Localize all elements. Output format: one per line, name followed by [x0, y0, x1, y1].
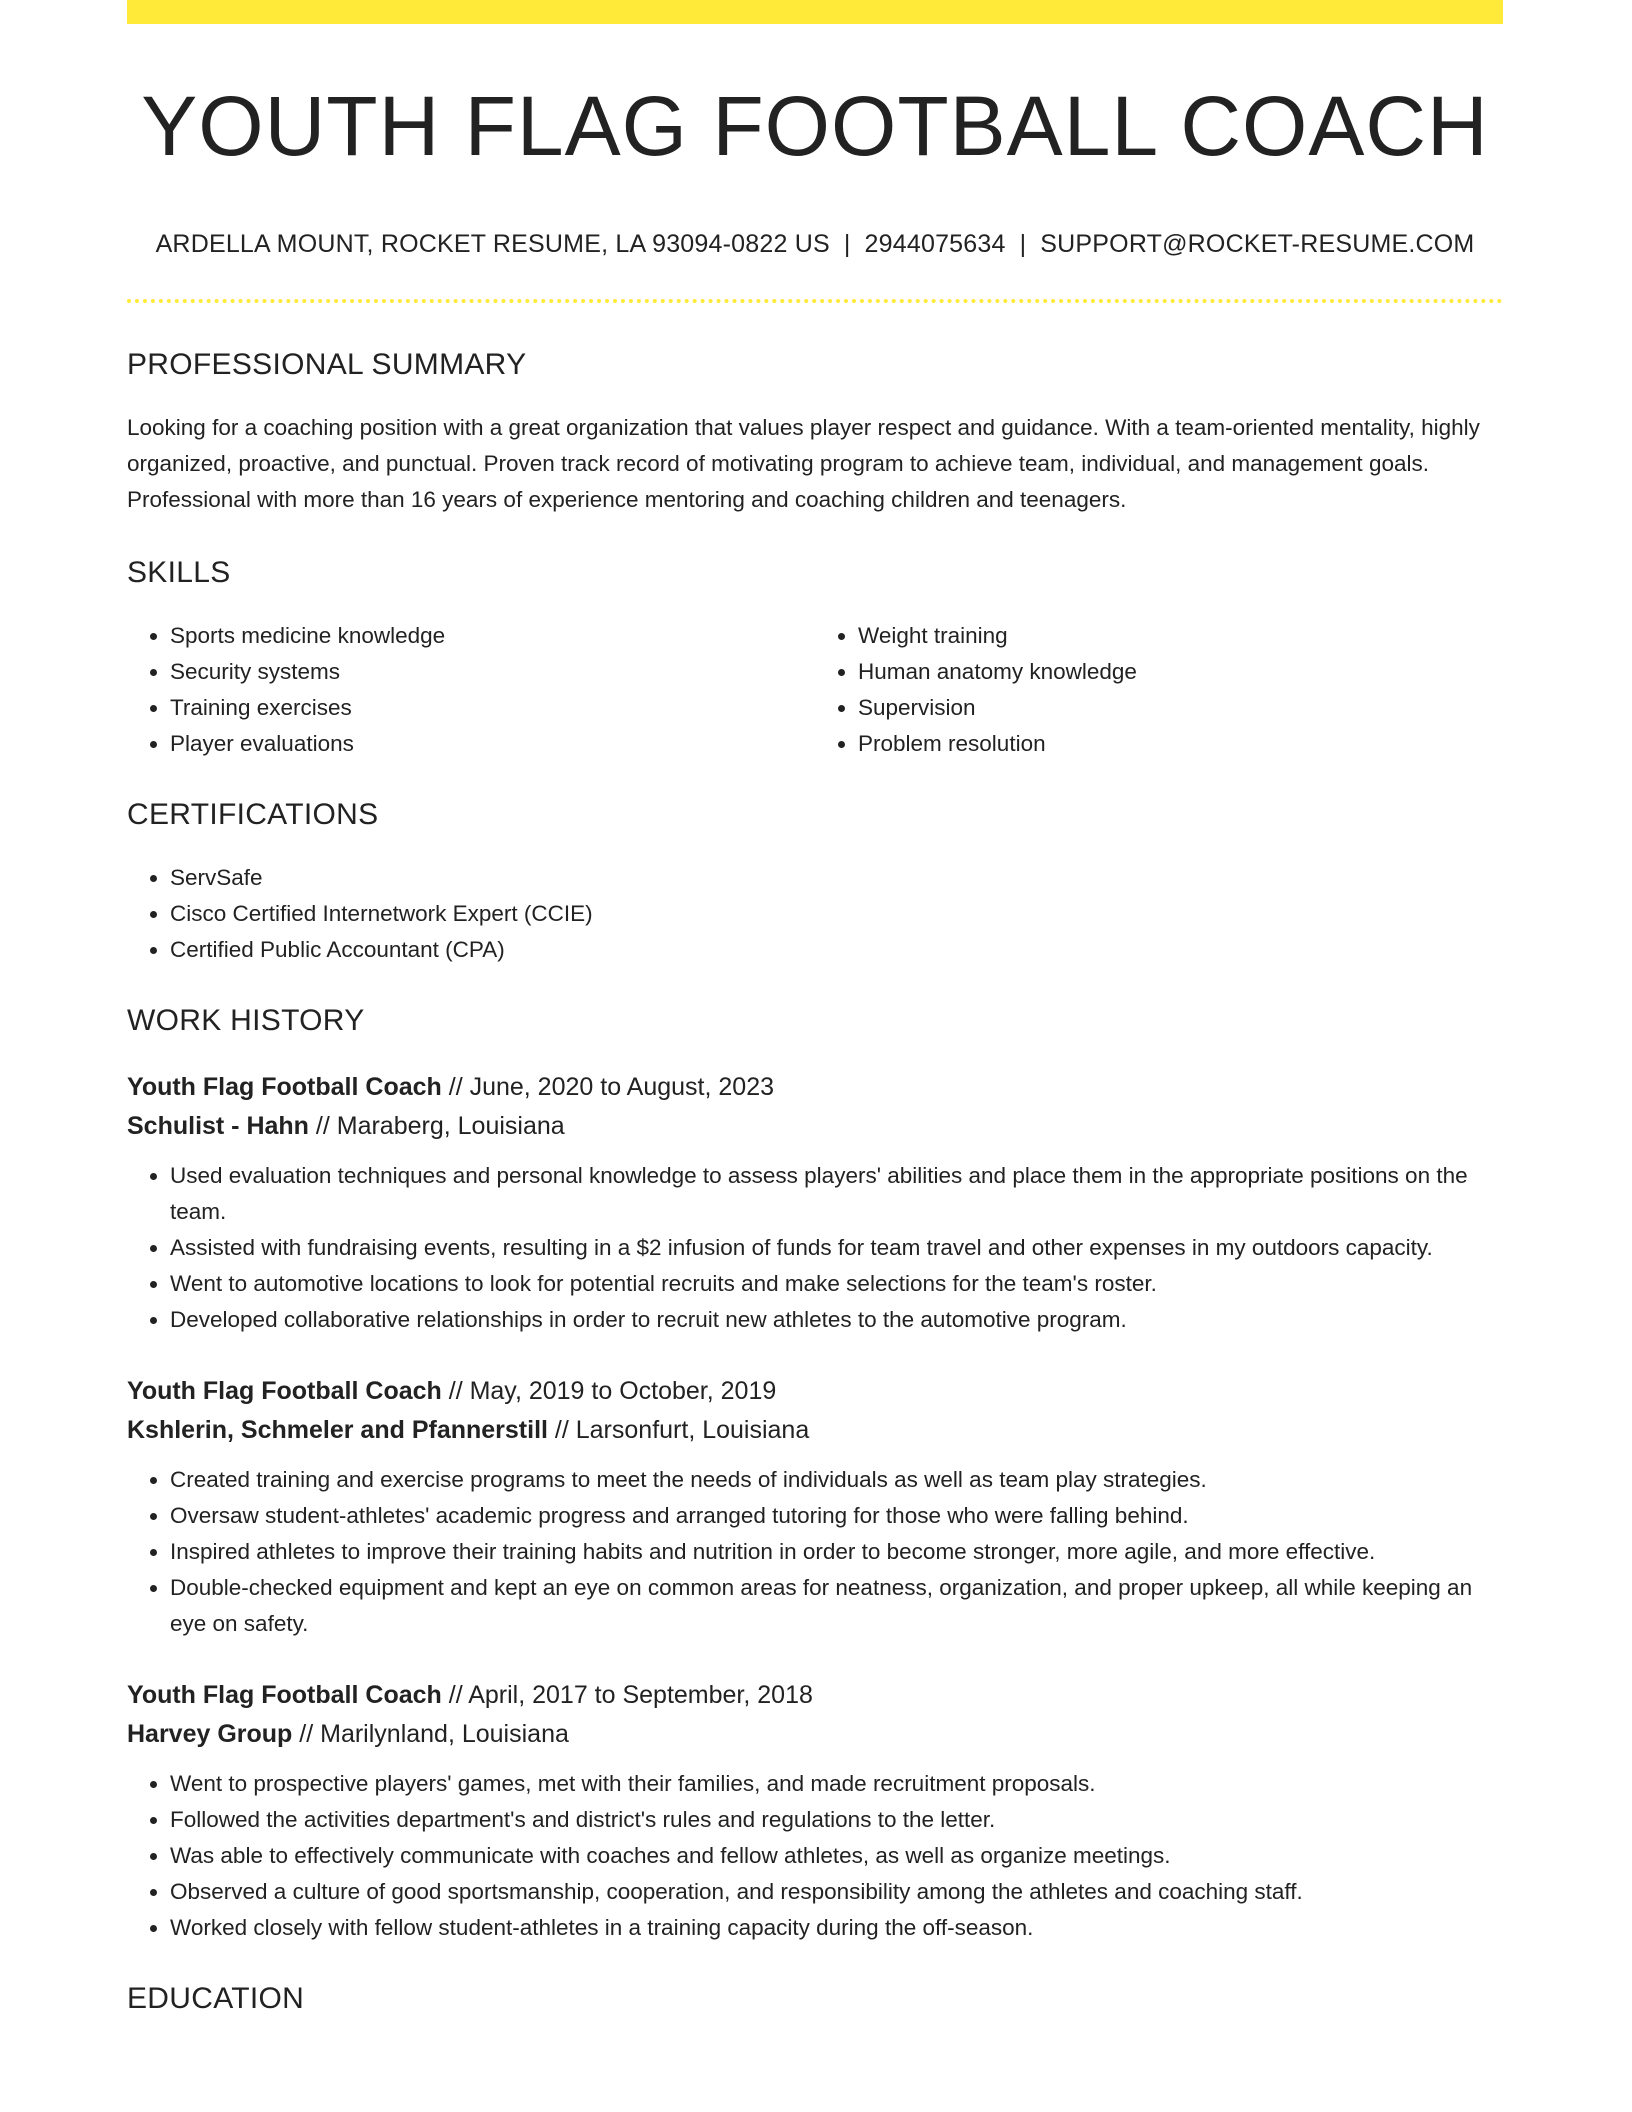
certification-item: • ServSafe: [170, 860, 1503, 896]
contact-address: ARDELLA MOUNT, ROCKET RESUME, LA 93094-0822 US: [155, 230, 830, 259]
certifications-list: [127, 860, 1503, 968]
job-bullet: • Double-checked equipment and kept an eye on common areas for neatness, organization, and proper upkeep, all while keeping an eye on safety.: [170, 1570, 1503, 1642]
job-company: Harvey Group: [127, 1720, 293, 1749]
skill-item: • Human anatomy knowledge: [858, 654, 1503, 690]
skill-item: • Training exercises: [170, 690, 815, 726]
job-company-line: [127, 1715, 1503, 1754]
job-bullet: • Oversaw student-athletes' academic progress and arranged tutoring for those who were falling behind.: [170, 1498, 1503, 1534]
skill-item: • Weight training: [858, 618, 1503, 654]
job-bullet: • Was able to effectively communicate with coaches and fellow athletes, as well as organize meetings.: [170, 1838, 1503, 1874]
job-bullet: • Created training and exercise programs to meet the needs of individuals as well as team play strategies.: [170, 1462, 1503, 1498]
job-bullet: • Went to prospective players' games, met with their families, and made recruitment proposals.: [170, 1766, 1503, 1802]
job-dates: // June, 2020 to August, 2023: [441, 1073, 774, 1102]
dotted-divider: [127, 299, 1503, 303]
skills-list-left: [127, 618, 815, 762]
job-entry: [127, 1372, 1503, 1642]
job-bullet: • Worked closely with fellow student-athletes in a training capacity during the off-season.: [170, 1910, 1503, 1946]
certification-item: • Certified Public Accountant (CPA): [170, 932, 1503, 968]
contact-email: SUPPORT@ROCKET-RESUME.COM: [1040, 230, 1475, 259]
job-bullet: • Went to automotive locations to look for potential recruits and make selections for the team's roster.: [170, 1266, 1503, 1302]
job-bullet: • Followed the activities department's and district's rules and regulations to the letter.: [170, 1802, 1503, 1838]
job-bullet: • Assisted with fundraising events, resulting in a $2 infusion of funds for team travel and other expenses in my outdoors capacity.: [170, 1230, 1503, 1266]
job-role-line: [127, 1676, 1503, 1715]
resume-title: YOUTH FLAG FOOTBALL COACH: [141, 79, 1489, 173]
skill-item: • Player evaluations: [170, 726, 815, 762]
contact-phone: 2944075634: [864, 230, 1006, 259]
job-bullets: [127, 1158, 1503, 1338]
contact-line: [127, 230, 1503, 259]
job-entry: [127, 1676, 1503, 1946]
job-location: // Maraberg, Louisiana: [308, 1112, 565, 1141]
skill-item: • Sports medicine knowledge: [170, 618, 815, 654]
job-entry: [127, 1068, 1503, 1338]
contact-separator: |: [843, 230, 851, 259]
job-dates: // April, 2017 to September, 2018: [441, 1681, 813, 1710]
skill-item: • Supervision: [858, 690, 1503, 726]
job-company-line: [127, 1411, 1503, 1450]
job-role-line: [127, 1372, 1503, 1411]
skill-item: • Problem resolution: [858, 726, 1503, 762]
job-bullet: • Developed collaborative relationships in order to recruit new athletes to the automotive program.: [170, 1302, 1503, 1338]
job-bullet: • Used evaluation techniques and personal knowledge to assess players' abilities and place them in the appropriate positions on the team.: [170, 1158, 1503, 1230]
job-role: Youth Flag Football Coach: [127, 1073, 442, 1102]
skill-item: • Security systems: [170, 654, 815, 690]
skills-heading: SKILLS: [127, 556, 231, 590]
job-bullet: • Inspired athletes to improve their training habits and nutrition in order to become stronger, more agile, and more effective.: [170, 1534, 1503, 1570]
job-role-line: [127, 1068, 1503, 1107]
skills-grid: [127, 618, 1503, 762]
job-company: Schulist - Hahn: [127, 1112, 309, 1141]
job-company-line: [127, 1107, 1503, 1146]
summary-text: Looking for a coaching position with a great organization that values player respect and guidance. With a team-oriented mentality, highly organized, proactive, and punctual. Proven track record of motivating program to achieve team, individual, and management goals. Professional with more than 16 years of experience mentoring and coaching children and teenagers.: [127, 415, 1480, 513]
job-location: // Larsonfurt, Louisiana: [547, 1416, 810, 1445]
certification-item: • Cisco Certified Internetwork Expert (CCIE): [170, 896, 1503, 932]
certifications-heading: CERTIFICATIONS: [127, 798, 379, 832]
job-company: Kshlerin, Schmeler and Pfannerstill: [127, 1416, 548, 1445]
job-role: Youth Flag Football Coach: [127, 1377, 442, 1406]
job-bullet: • Observed a culture of good sportsmanship, cooperation, and responsibility among the athletes and coaching staff.: [170, 1874, 1503, 1910]
contact-separator: |: [1019, 230, 1027, 259]
summary-heading: PROFESSIONAL SUMMARY: [127, 348, 527, 382]
skills-list-right: [815, 618, 1503, 762]
job-role: Youth Flag Football Coach: [127, 1681, 442, 1710]
education-heading: EDUCATION: [127, 1982, 305, 2016]
job-location: // Marilynland, Louisiana: [292, 1720, 569, 1749]
accent-top-bar: [127, 0, 1503, 24]
job-bullets: [127, 1766, 1503, 1946]
job-bullets: [127, 1462, 1503, 1642]
resume-page: [127, 0, 1503, 2016]
work-history-heading: WORK HISTORY: [127, 1004, 365, 1038]
job-dates: // May, 2019 to October, 2019: [441, 1377, 777, 1406]
